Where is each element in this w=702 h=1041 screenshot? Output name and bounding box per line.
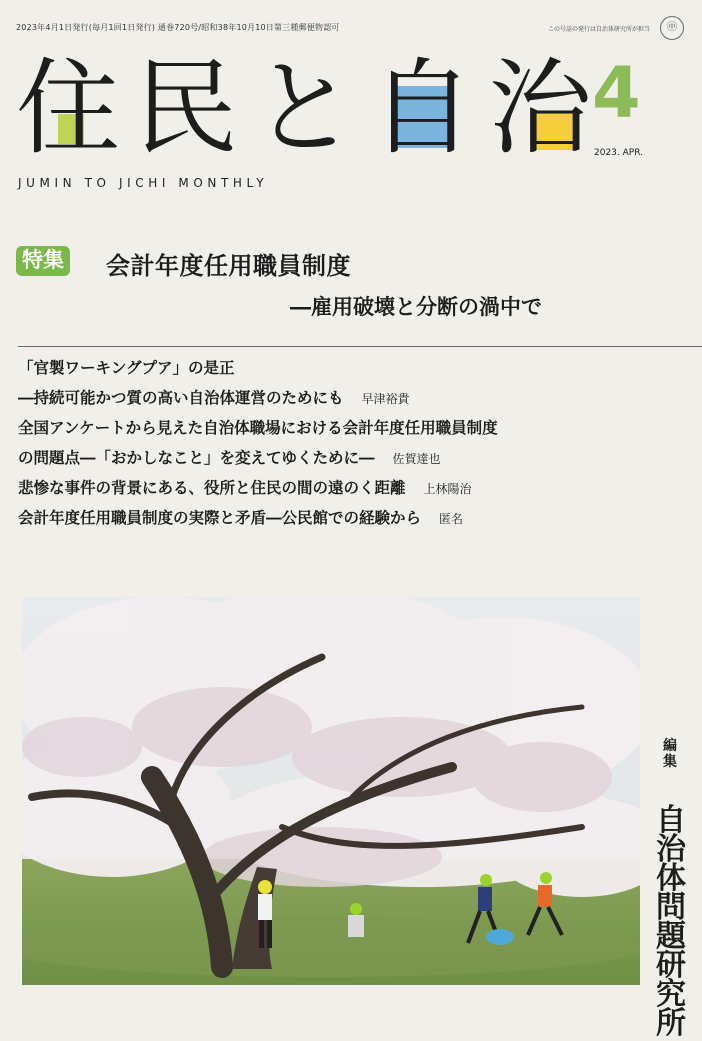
toc-item [18, 353, 702, 383]
toc-author: 早津裕貴 [361, 392, 410, 406]
english-title: JUMIN TO JICHI MONTHLY [18, 176, 269, 190]
publisher-name: 自治体問題研究所 [656, 803, 686, 1041]
feature-title: 会計年度任用職員制度 [106, 251, 351, 280]
seal-icon: ㊥ [660, 16, 684, 40]
toc-item [18, 383, 702, 413]
cherry-blossom-illustration [22, 597, 640, 985]
editor-label: 編集 [663, 738, 677, 770]
toc-title: ―持続可能かつ質の高い自治体運営のためにも [18, 388, 344, 407]
toc-title: 「官製ワーキングプア」の是正 [18, 358, 235, 377]
table-of-contents [18, 346, 702, 533]
toc-title: の問題点―「おかしなこと」を変えてゆくために― [18, 448, 375, 467]
toc-title: 全国アンケートから見えた自治体職場における会計年度任用職員制度 [18, 418, 498, 437]
toc-item [18, 473, 702, 503]
issue-date: 2023. APR. [594, 148, 644, 158]
toc-author: 匿名 [439, 512, 464, 526]
toc-title: 会計年度任用職員制度の実際と矛盾―公民館での経験から [18, 508, 422, 527]
feature-subtitle: ―雇用破壊と分断の渦中で [290, 294, 542, 319]
masthead-char-1: 住 [15, 47, 120, 169]
toc-item [18, 503, 702, 533]
masthead-title [12, 47, 596, 169]
feature-badge: 特集 [16, 246, 70, 276]
cover-photo-cherry-blossoms [22, 597, 640, 985]
masthead-char-2: 民 [133, 47, 238, 169]
masthead-char-3: と [251, 47, 356, 169]
masthead-char-5: 治 [487, 47, 592, 169]
toc-title: 悲惨な事件の背景にある、役所と住民の間の遠のく距離 [18, 478, 406, 497]
top-note: この号誌の発行は自治体研究所が担当 [547, 26, 650, 33]
toc-author: 佐賀達也 [392, 452, 441, 466]
toc-item [18, 413, 702, 443]
toc-author: 上林陽治 [423, 482, 472, 496]
publication-info: 2023年4月1日発行(毎月1回1日発行) 通巻720号/昭和38年10月10日第三種郵便物認可 [16, 23, 340, 32]
issue-number: 4 [592, 52, 641, 134]
toc-item [18, 443, 702, 473]
masthead-char-4: 自 [369, 47, 474, 169]
